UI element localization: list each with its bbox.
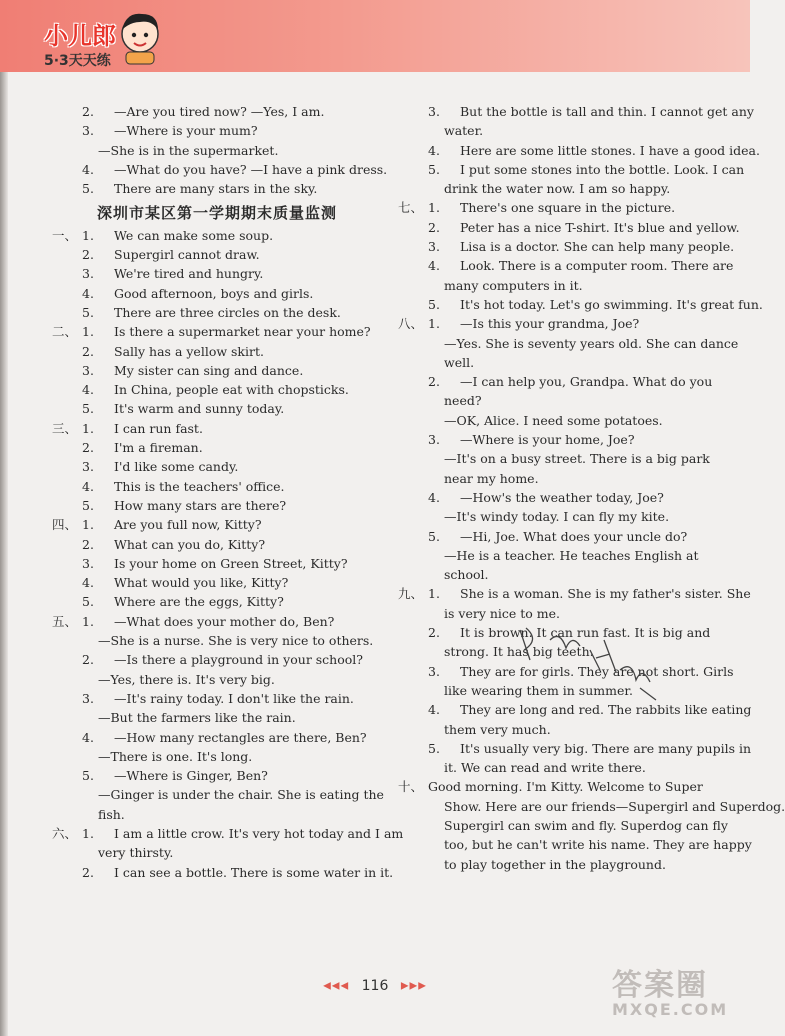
answer-line [52, 457, 382, 476]
answer-line [52, 399, 382, 418]
section-label: 一、 [52, 227, 78, 243]
watermark-title: 答案圈 [612, 968, 708, 1003]
answer-text: I can see a bottle. There is some water in it. [114, 864, 394, 880]
item-number: 3. [428, 239, 440, 255]
page-number: 116 [361, 978, 389, 994]
answer-text: —How many rectangles are there, Ben? [114, 729, 367, 745]
answer-text: Supergirl cannot draw. [114, 247, 260, 263]
answer-text: Lisa is a doctor. She can help many people. [460, 239, 735, 255]
answer-text: —Where is your home, Joe? [460, 432, 635, 448]
answer-text: Is there a supermarket near your home? [114, 324, 371, 340]
answer-line [52, 592, 382, 611]
answer-line [52, 535, 382, 554]
item-number: 3. [82, 555, 94, 571]
answer-line [52, 612, 382, 631]
exam-heading: 深圳市某区第一学期期末质量监测 [96, 204, 337, 223]
watermark [612, 960, 742, 1032]
item-number: 1. [82, 613, 94, 629]
item-number: 4. [82, 729, 94, 745]
mascot-illustration [112, 8, 168, 66]
answer-line [52, 708, 382, 727]
answer-text: Where are the eggs, Kitty? [114, 594, 284, 610]
answer-text: —Hi, Joe. What does your uncle do? [460, 528, 688, 544]
answer-text: —Is there a playground in your school? [114, 652, 363, 668]
item-number: 3. [428, 104, 440, 119]
item-number: 5. [82, 768, 94, 784]
answer-line [52, 515, 382, 534]
answer-line [398, 430, 720, 449]
answer-line [398, 700, 752, 719]
item-number: 4. [82, 478, 94, 494]
answer-line [52, 121, 382, 140]
item-number: 3. [428, 663, 440, 679]
item-number: 3. [428, 432, 440, 448]
answer-text: It is brown. It can run fast. It is big and [460, 625, 711, 641]
answer-line [52, 496, 382, 515]
answer-line [398, 623, 720, 642]
answer-line [52, 863, 394, 882]
answer-line [52, 141, 382, 160]
answer-line [398, 218, 740, 237]
answer-text: How many stars are there? [114, 497, 287, 513]
item-number: 2. [428, 219, 440, 235]
answer-text: —What does your mother do, Ben? [114, 613, 335, 629]
answer-text: many computers in it. [444, 277, 583, 293]
section-label: 九、 [398, 586, 424, 602]
answer-text: —Is this your grandma, Joe? [460, 316, 640, 332]
answer-line [52, 650, 382, 669]
answer-line [52, 419, 382, 438]
answer-text: —It's on a busy street. There is a big park [444, 451, 710, 467]
item-number: 1. [82, 517, 94, 533]
answer-line [52, 179, 382, 198]
answer-line [398, 739, 752, 758]
item-number: 4. [428, 142, 440, 158]
item-number: 5. [82, 497, 94, 513]
answer-text: —He is a teacher. He teaches English at [444, 547, 699, 563]
answer-text: need? [444, 393, 482, 409]
answer-text: —There is one. It's long. [98, 748, 253, 764]
item-number: 2. [82, 864, 94, 880]
answer-line [52, 631, 382, 650]
answer-text: I am a little crow. It's very hot today and I am [114, 825, 404, 841]
answer-line [52, 805, 382, 824]
answer-text: drink the water now. I am so happy. [444, 181, 671, 197]
answer-text: What would you like, Kitty? [114, 575, 289, 591]
answer-line [398, 642, 720, 661]
answer-text: it. We can read and write there. [444, 760, 646, 776]
next-arrows-icon: ▶▶▶ [400, 980, 427, 992]
answer-text: —It's windy today. I can fly my kite. [444, 509, 670, 525]
answer-text: too, but he can't write his name. They are happy [444, 837, 752, 853]
answer-line [52, 438, 382, 457]
answer-text: It's hot today. Let's go swimming. It's great fun. [460, 296, 763, 312]
item-number: 2. [82, 343, 94, 359]
answer-text: school. [444, 567, 489, 583]
item-number: 1. [82, 227, 94, 243]
answer-text: them very much. [444, 721, 551, 737]
answer-line [52, 670, 382, 689]
item-number: 1. [428, 200, 440, 216]
answer-text: —I can help you, Grandpa. What do you [460, 374, 713, 390]
answer-text: Look. There is a computer room. There are [460, 258, 734, 274]
item-number: 4. [428, 489, 440, 505]
item-number: 5. [82, 181, 94, 197]
answer-line [52, 284, 382, 303]
answer-text: is very nice to me. [444, 605, 561, 621]
answer-text: to play together in the playground. [444, 856, 666, 872]
item-number: 2. [82, 247, 94, 263]
answer-line [398, 835, 752, 854]
answer-text: like wearing them in summer. [444, 682, 633, 698]
answer-text: Good afternoon, boys and girls. [114, 285, 314, 301]
item-number: 2. [82, 104, 94, 119]
section-label: 五、 [52, 613, 78, 629]
header-banner [0, 0, 750, 72]
answer-line [398, 121, 720, 140]
section-label: 四、 [52, 517, 78, 533]
answer-line [398, 276, 720, 295]
item-number: 4. [428, 258, 440, 274]
answer-text: I put some stones into the bottle. Look. I can [460, 161, 745, 177]
answer-text: Is your home on Green Street, Kitty? [114, 555, 348, 571]
answer-line [52, 554, 382, 573]
answer-text: —But the farmers like the rain. [98, 710, 296, 726]
answer-line [52, 747, 382, 766]
answer-line [398, 237, 735, 256]
answer-text: —Yes, there is. It's very big. [98, 671, 275, 687]
item-number: 4. [428, 702, 440, 718]
item-number: 5. [428, 528, 440, 544]
answer-line [398, 816, 728, 835]
answer-line [398, 855, 720, 874]
answer-line [52, 342, 382, 361]
answer-text: I'm a fireman. [114, 440, 203, 456]
answer-text: I can run fast. [114, 420, 203, 436]
answer-line [398, 527, 720, 546]
section-label: 六、 [52, 825, 78, 841]
item-number: 5. [82, 594, 94, 610]
answer-line [398, 353, 720, 372]
item-number: 2. [82, 536, 94, 552]
answer-text: —She is a nurse. She is very nice to others. [98, 633, 374, 649]
answer-text: well. [444, 354, 475, 370]
answer-line [52, 245, 382, 264]
answer-text: What can you do, Kitty? [114, 536, 266, 552]
answer-text: Good morning. I'm Kitty. Welcome to Super [428, 779, 703, 795]
answer-line [52, 160, 388, 179]
answer-line [398, 198, 720, 217]
answer-text: But the bottle is tall and thin. I cannot get any [460, 104, 754, 119]
answer-text: —Where is Ginger, Ben? [114, 768, 268, 784]
item-number: 5. [82, 401, 94, 417]
answer-line [398, 179, 720, 198]
answer-line [398, 758, 720, 777]
item-number: 3. [82, 459, 94, 475]
answer-text: near my home. [444, 470, 539, 486]
answer-line [52, 689, 382, 708]
answer-line [398, 488, 720, 507]
answer-line [398, 141, 760, 160]
right-column [398, 102, 785, 874]
answer-line [52, 361, 382, 380]
item-number: 2. [428, 625, 440, 641]
answer-line [398, 604, 720, 623]
answer-text: Sally has a yellow skirt. [114, 343, 264, 359]
answer-line [52, 728, 382, 747]
answer-line [398, 546, 720, 565]
item-number: 3. [82, 266, 94, 282]
answer-line [398, 256, 734, 275]
answer-text: —Yes. She is seventy years old. She can dance [444, 335, 739, 351]
answer-text: Supergirl can swim and fly. Superdog can fly [444, 817, 728, 833]
item-number: 3. [82, 123, 94, 139]
answer-line [52, 573, 382, 592]
answer-text: —She is in the supermarket. [98, 142, 279, 158]
item-number: 5. [82, 304, 94, 320]
item-number: 3. [82, 690, 94, 706]
answer-text: It's usually very big. There are many pupils in [460, 740, 752, 756]
item-number: 3. [82, 362, 94, 378]
answer-text: There are many stars in the sky. [114, 181, 318, 197]
answer-line [398, 681, 720, 700]
answer-text: There's one square in the picture. [460, 200, 676, 216]
answer-line [52, 843, 382, 862]
answer-line [398, 314, 720, 333]
answer-text: Show. Here are our friends—Supergirl and Superdog. [444, 798, 785, 814]
answer-text: strong. It has big teeth. [444, 644, 594, 660]
answer-text: In China, people eat with chopsticks. [114, 382, 349, 398]
answer-text: —Ginger is under the chair. She is eating the [98, 787, 384, 803]
answer-line [398, 797, 785, 816]
answer-line [398, 584, 751, 603]
answer-text: We can make some soup. [114, 227, 274, 243]
watermark-url: MXQE.COM [612, 1000, 729, 1019]
section-label: 八、 [398, 316, 424, 332]
answer-text: We're tired and hungry. [114, 266, 264, 282]
answer-text: —OK, Alice. I need some potatoes. [444, 412, 663, 428]
answer-line [52, 303, 382, 322]
answer-text: Peter has a nice T-shirt. It's blue and yellow. [460, 219, 740, 235]
brand-title: 小儿郎 [44, 22, 116, 50]
item-number: 4. [82, 575, 94, 591]
answer-line [398, 507, 720, 526]
section-label: 二、 [52, 324, 78, 340]
answer-line [398, 334, 739, 353]
answer-line [398, 720, 720, 739]
answer-text: very thirsty. [98, 845, 174, 861]
section-label: 三、 [52, 420, 78, 436]
prev-arrows-icon: ◀◀◀ [323, 980, 350, 992]
item-number: 1. [82, 825, 94, 841]
answer-line [398, 565, 720, 584]
brand-subtitle: 5·3天天练 [44, 53, 111, 69]
item-number: 2. [82, 652, 94, 668]
answer-line [52, 226, 382, 245]
answer-line [398, 102, 754, 121]
answer-text: —It's rainy today. I don't like the rain. [114, 690, 354, 706]
answer-text: Here are some little stones. I have a good idea. [460, 142, 760, 158]
item-number: 5. [428, 296, 440, 312]
answer-line [52, 264, 382, 283]
item-number: 1. [82, 420, 94, 436]
answer-line [52, 766, 382, 785]
answer-line [398, 391, 720, 410]
answer-line [52, 322, 382, 341]
answer-text: —Are you tired now? —Yes, I am. [114, 104, 325, 119]
item-number: 1. [428, 586, 440, 602]
item-number: 1. [82, 324, 94, 340]
section-label: 七、 [398, 200, 424, 216]
answer-text: Are you full now, Kitty? [114, 517, 262, 533]
answer-line [52, 477, 382, 496]
answer-text: It's warm and sunny today. [114, 401, 285, 417]
item-number: 4. [82, 161, 94, 177]
page-edge-shadow [0, 0, 8, 1036]
answer-text: —What do you have? —I have a pink dress. [114, 161, 388, 177]
item-number: 1. [428, 316, 440, 332]
answer-text: —Where is your mum? [114, 123, 258, 139]
answer-line [52, 380, 382, 399]
answer-text: —How's the weather today, Joe? [460, 489, 664, 505]
item-number: 5. [428, 161, 440, 177]
answer-line [398, 411, 720, 430]
item-number: 5. [428, 740, 440, 756]
answer-line [398, 469, 720, 488]
answer-line [52, 785, 382, 804]
answer-text: water. [444, 123, 484, 139]
answer-text: They are long and red. The rabbits like eating [460, 702, 752, 718]
answer-line [398, 372, 720, 391]
answer-line [398, 662, 734, 681]
answer-line [398, 777, 720, 796]
answer-text: They are for girls. They are not short. Girls [460, 663, 734, 679]
answer-line [52, 824, 404, 843]
answer-text: She is a woman. She is my father's sister. She [460, 586, 751, 602]
answer-text: This is the teachers' office. [114, 478, 285, 494]
answer-line [398, 160, 745, 179]
answer-line [398, 449, 720, 468]
item-number: 2. [82, 440, 94, 456]
left-column [52, 102, 404, 882]
section-label: 十、 [398, 779, 424, 795]
answer-line [52, 102, 382, 121]
item-number: 2. [428, 374, 440, 390]
item-number: 4. [82, 285, 94, 301]
answer-text: My sister can sing and dance. [114, 362, 304, 378]
answer-text: There are three circles on the desk. [114, 304, 341, 320]
item-number: 4. [82, 382, 94, 398]
answer-line [398, 295, 763, 314]
answer-text: fish. [98, 806, 125, 822]
answer-text: I'd like some candy. [114, 459, 239, 475]
